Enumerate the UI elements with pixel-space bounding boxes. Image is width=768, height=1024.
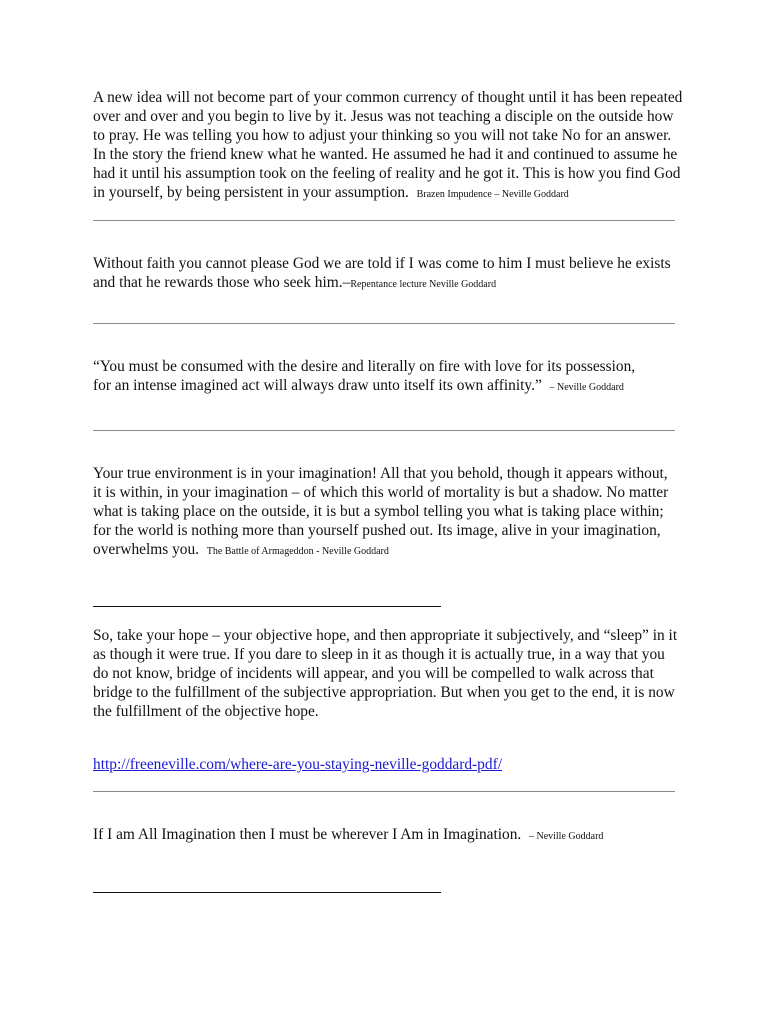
quote-text <box>93 357 653 395</box>
divider-rule <box>93 323 675 324</box>
divider-rule-short <box>93 606 441 607</box>
quote-text <box>93 825 653 844</box>
quote-block-6 <box>93 825 653 844</box>
quote-block-4 <box>93 464 678 559</box>
quote-source: – Neville Goddard <box>549 382 624 393</box>
source-link-row <box>93 756 502 774</box>
source-link[interactable]: http://freeneville.com/where-are-you-staying-neville-goddard-pdf/ <box>93 756 502 773</box>
quote-source: The Battle of Armageddon - Neville Goddard <box>206 546 389 557</box>
quote-text <box>93 464 678 559</box>
quote-block-3 <box>93 357 653 395</box>
quote-body: Your true environment is in your imagination! All that you behold, though it appears without, it is within, in your imagination – of which this world of mortality is but a shadow. No matter what is taking place on the outside, it is but a symbol telling you what is taking place within; for the world is nothing more than yourself pushed out. Its image, alive in your imagination, overwhelms you. <box>93 465 669 558</box>
divider-rule-short <box>93 892 441 893</box>
quote-block-5 <box>93 626 678 721</box>
quote-block-1 <box>93 88 683 202</box>
quote-body: “You must be consumed with the desire and literally on fire with love for its possession, for an intense imagined act will always draw unto itself its own affinity.” <box>93 358 636 394</box>
divider-rule <box>93 220 675 221</box>
quote-block-2 <box>93 254 678 292</box>
quote-text <box>93 254 678 292</box>
quote-text: So, take your hope – your objective hope, and then appropriate it subjectively, and “sleep” in it as though it were true. If you dare to sleep in it as though it is actually true, in a way that you do not know, bridge of incidents will appear, and you will be compelled to walk across that bridge to the fulfillment of the subjective appropriation. But when you get to the end, it is now the fulfillment of the objective hope. <box>93 627 678 720</box>
quote-body: A new idea will not become part of your common currency of thought until it has been repeated over and over and you begin to live by it. Jesus was not teaching a disciple on the outside how to pray. He was telling you how to adjust your thinking so you will not take No for an answer. In the story the friend knew what he wanted. He assumed he had it and continued to assume he had it until his assumption took on the feeling of reality and he got it. This is how you find God in yourself, by being persistent in your assumption. <box>93 89 683 201</box>
quote-source: Repentance lecture Neville Goddard <box>350 279 497 290</box>
quote-body: If I am All Imagination then I must be wherever I Am in Imagination. <box>93 826 522 843</box>
divider-rule <box>93 791 675 792</box>
quote-body: Without faith you cannot please God we are told if I was come to him I must believe he exists and that he rewards those who seek him.– <box>93 255 671 291</box>
quote-source: – Neville Goddard <box>528 831 604 842</box>
quote-source: Brazen Impudence – Neville Goddard <box>416 189 569 200</box>
quote-text <box>93 88 683 202</box>
divider-rule <box>93 430 675 431</box>
